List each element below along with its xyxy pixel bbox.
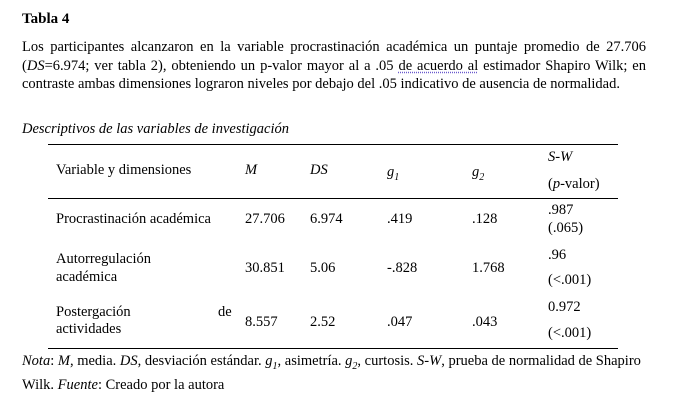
paragraph-text: =6.974; ver tabla 2), obteniendo un p-valor mayor al a .05 [44, 57, 399, 74]
row2-g2: 1.768 [472, 260, 505, 276]
header-sw: S-W [548, 149, 573, 165]
table-title: Tabla 4 [22, 11, 70, 27]
row2-g1: -.828 [387, 260, 418, 276]
row3-g1: .047 [387, 314, 413, 330]
ds-label: DS [26, 57, 45, 74]
row2-sw: .96 [548, 247, 567, 263]
row2-variable-line2: académica [56, 269, 118, 285]
row1-sw: .987 [548, 202, 574, 218]
row1-ds: 6.974 [310, 211, 343, 227]
row2-variable-line1: Autorregulación [56, 251, 152, 267]
header-ds: DS [310, 162, 328, 178]
intro-paragraph [22, 38, 646, 94]
grammar-underline: de acuerdo al [398, 57, 479, 74]
header-g2: $g_2$ [472, 164, 485, 183]
row1-variable: Procrastinación académica [56, 211, 211, 227]
row1-g2: .128 [472, 211, 498, 227]
row2-ds: 5.06 [310, 260, 336, 276]
row3-g2: .043 [472, 314, 498, 330]
paragraph-text: Los participantes alcanzaron en la variable procrastinación académica un puntaje promedio de 27.706 ( [22, 39, 646, 74]
row2-m: 30.851 [245, 260, 285, 276]
row3-sw: 0.972 [548, 299, 581, 315]
header-variable: Variable y dimensiones [56, 162, 192, 178]
header-bottom-rule [48, 198, 618, 199]
row3-ds: 2.52 [310, 314, 336, 330]
table-caption: Descriptivos de las variables de investigación [22, 121, 289, 137]
table-top-rule [48, 144, 618, 145]
row2-pvalue: (<.001) [548, 272, 592, 288]
row3-pvalue: (<.001) [548, 325, 592, 341]
row3-m: 8.557 [245, 314, 278, 330]
row1-pvalue: (.065) [548, 220, 584, 236]
paragraph-text: estimador Shapiro Wilk; en contraste ambas dimensiones lograron niveles por debajo del .05 indicativo de ausencia de normalidad. [22, 57, 646, 92]
row3-variable-line2: actividades [56, 321, 122, 337]
row3-variable-line1-right: de [218, 304, 232, 320]
row1-g1: .419 [387, 211, 413, 227]
row1-m: 27.706 [245, 211, 285, 227]
header-sw-pvalue: (p-valor) [548, 176, 600, 192]
header-m: M [245, 162, 258, 178]
table-note: Nota: M, media. DS, desviación estándar. $g_1$, asimetría. $g_2$, curtosis. S-W, prueba de normalidad de Shapiro Wilk. Fuente: Creado por la autora [22, 353, 641, 393]
table-bottom-rule [48, 348, 618, 349]
row3-variable-line1: Postergación [56, 304, 131, 320]
header-g1: $g_1$ [387, 164, 400, 183]
